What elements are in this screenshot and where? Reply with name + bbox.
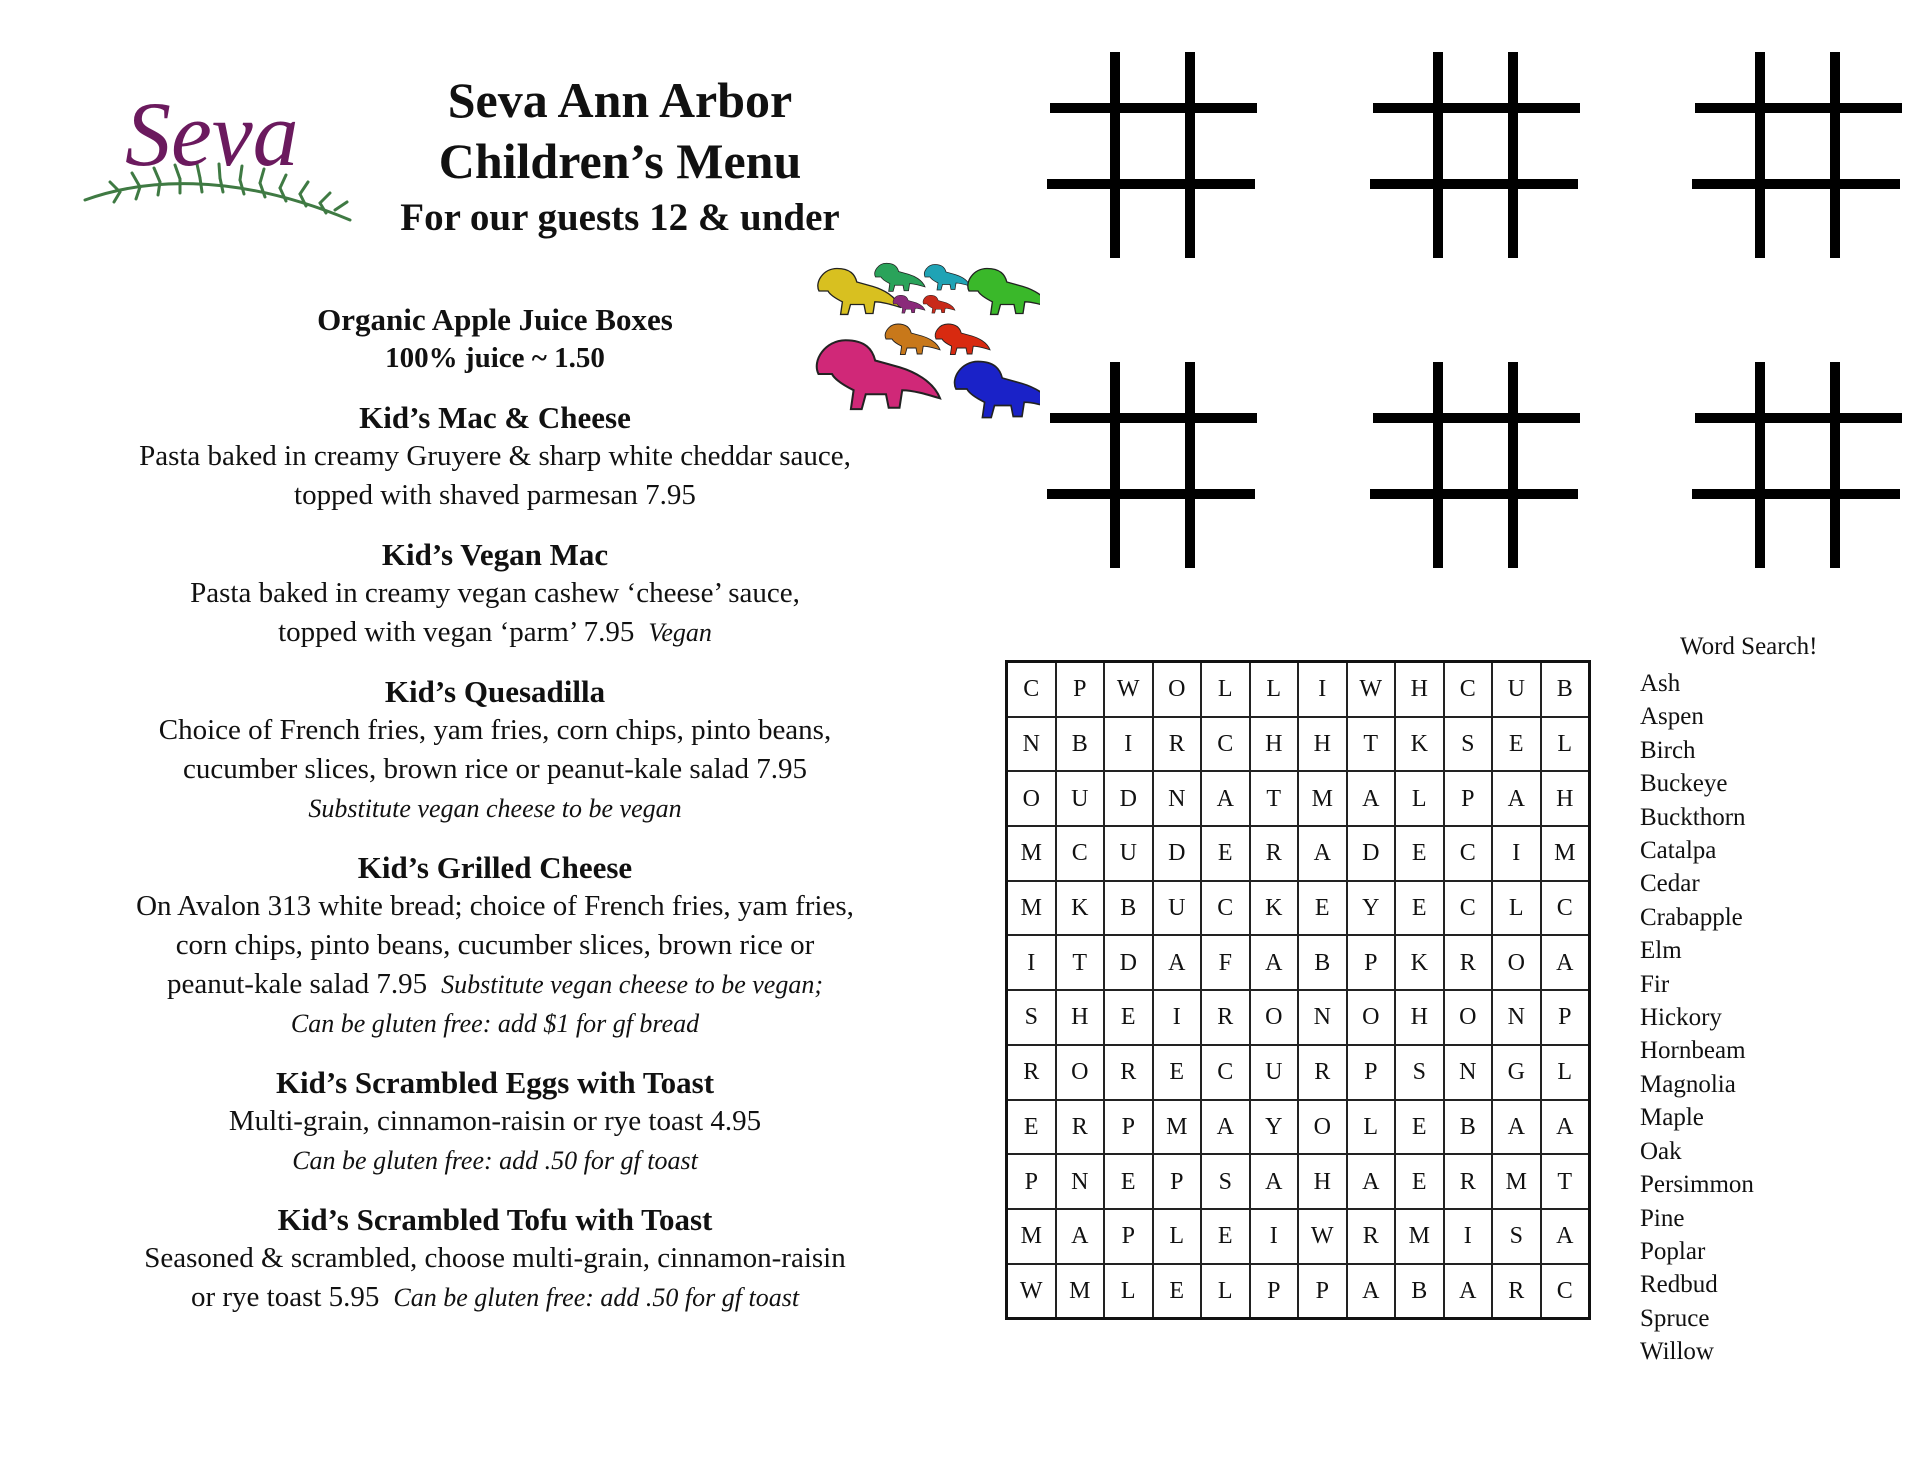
word-search-title: Word Search! (1680, 633, 1818, 660)
menu-item-description (95, 1278, 895, 1317)
grid-letter: A (1201, 1100, 1250, 1155)
word-list-item: Magnolia (1640, 1070, 1736, 1098)
menu-item-text: or rye toast 5.95 (190, 1281, 380, 1313)
grid-letter: D (1104, 771, 1153, 826)
grid-letter: T (1347, 717, 1396, 772)
grid-letter: B (1395, 1264, 1444, 1319)
grid-letter: C (1201, 881, 1250, 936)
menu-item-description (95, 750, 895, 789)
word-search-grid (1005, 660, 1591, 1320)
dinosaur-icon (955, 362, 1040, 418)
word-list-item: Aspen (1640, 703, 1704, 731)
grid-row (1007, 1045, 1590, 1100)
menu-item-note: Vegan (648, 618, 712, 647)
word-list-item: Maple (1640, 1104, 1704, 1132)
grid-letter: O (1153, 662, 1202, 717)
menu-item-description (95, 339, 895, 378)
grid-letter: I (1492, 826, 1541, 881)
grid-letter: R (1007, 1045, 1056, 1100)
grid-letter: M (1007, 881, 1056, 936)
dinosaur-icon (924, 265, 970, 291)
grid-letter: C (1444, 826, 1493, 881)
grid-letter: O (1347, 990, 1396, 1045)
menu-item-note: Substitute vegan cheese to be vegan (308, 794, 682, 823)
grid-letter: A (1347, 771, 1396, 826)
grid-letter: U (1250, 1045, 1299, 1100)
grid-row (1007, 1154, 1590, 1209)
grid-letter: C (1007, 662, 1056, 717)
grid-letter: T (1056, 935, 1105, 990)
grid-letter: E (1201, 826, 1250, 881)
grid-letter: P (1056, 662, 1105, 717)
grid-row (1007, 771, 1590, 826)
grid-letter: A (1298, 826, 1347, 881)
tic-tac-toe-board (1690, 360, 1905, 575)
menu-item-text: Multi-grain, cinnamon-raisin or rye toast 4.95 (228, 1105, 762, 1137)
dinosaur-icon (968, 269, 1040, 315)
grid-letter: G (1492, 1045, 1541, 1100)
grid-letter: N (1056, 1154, 1105, 1209)
menu-subtitle: For our guests 12 & under (400, 196, 840, 239)
menu-header (370, 70, 870, 244)
grid-letter: A (1250, 935, 1299, 990)
word-list-item: Persimmon (1640, 1171, 1754, 1199)
grid-letter: P (1298, 1264, 1347, 1319)
grid-letter: W (1298, 1209, 1347, 1264)
grid-letter: O (1250, 990, 1299, 1045)
grid-letter: C (1201, 717, 1250, 772)
seva-logo (80, 70, 355, 245)
grid-letter: H (1395, 662, 1444, 717)
grid-letter: A (1541, 935, 1590, 990)
grid-letter: R (1153, 717, 1202, 772)
grid-letter: U (1104, 826, 1153, 881)
menu-item-text: 100% juice ~ 1.50 (385, 342, 605, 374)
word-list-item: Crabapple (1640, 903, 1743, 931)
grid-letter: M (1153, 1100, 1202, 1155)
grid-letter: M (1492, 1154, 1541, 1209)
grid-letter: H (1056, 990, 1105, 1045)
grid-letter: B (1104, 881, 1153, 936)
grid-letter: L (1347, 1100, 1396, 1155)
grid-letter: A (1541, 1100, 1590, 1155)
menu-item-description (95, 1141, 895, 1180)
grid-letter: P (1444, 771, 1493, 826)
grid-letter: I (1444, 1209, 1493, 1264)
grid-letter: F (1201, 935, 1250, 990)
grid-letter: A (1492, 1100, 1541, 1155)
word-list-item: Ash (1640, 670, 1681, 697)
grid-letter: Y (1250, 1100, 1299, 1155)
logo-text: Seva (125, 83, 299, 185)
grid-letter: C (1541, 881, 1590, 936)
grid-letter: M (1056, 1264, 1105, 1319)
menu-item-description (95, 613, 895, 652)
menu-item-description (95, 711, 895, 750)
grid-letter: E (1492, 717, 1541, 772)
grid-letter: H (1298, 717, 1347, 772)
grid-letter: Y (1347, 881, 1396, 936)
grid-letter: E (1395, 826, 1444, 881)
dinosaur-icon (935, 324, 990, 355)
word-list-item: Hornbeam (1640, 1037, 1746, 1065)
grid-letter: W (1007, 1264, 1056, 1319)
menu-item (95, 398, 895, 515)
grid-letter: B (1444, 1100, 1493, 1155)
grid-letter: M (1541, 826, 1590, 881)
grid-letter: R (1056, 1100, 1105, 1155)
menu-item-description (95, 476, 895, 515)
restaurant-name: Seva Ann Arbor (447, 72, 793, 128)
grid-letter: L (1201, 662, 1250, 717)
grid-letter: M (1007, 826, 1056, 881)
dinosaur-icon (875, 263, 925, 291)
word-list-item: Catalpa (1640, 837, 1717, 865)
grid-letter: W (1104, 662, 1153, 717)
grid-letter: B (1541, 662, 1590, 717)
grid-letter: O (1492, 935, 1541, 990)
word-list-item: Redbud (1640, 1271, 1718, 1299)
menu-item-description (95, 437, 895, 476)
grid-letter: E (1298, 881, 1347, 936)
menu-item-note: Can be gluten free: add .50 for gf toast (292, 1146, 698, 1175)
grid-letter: P (1007, 1154, 1056, 1209)
grid-letter: I (1007, 935, 1056, 990)
menu-item-name: Kid’s Mac & Cheese (359, 400, 631, 435)
grid-letter: O (1056, 1045, 1105, 1100)
tic-tac-toe-board (1368, 360, 1583, 575)
menu-title: Children’s Menu (438, 133, 802, 189)
grid-letter: D (1153, 826, 1202, 881)
word-list-item: Poplar (1640, 1237, 1706, 1265)
grid-row (1007, 881, 1590, 936)
grid-letter: L (1541, 1045, 1590, 1100)
grid-row (1007, 717, 1590, 772)
menu-item-text: Choice of French fries, yam fries, corn chips, pinto beans, (158, 714, 832, 746)
grid-letter: E (1201, 1209, 1250, 1264)
grid-row (1007, 662, 1590, 717)
grid-letter: M (1007, 1209, 1056, 1264)
grid-letter: A (1444, 1264, 1493, 1319)
grid-letter: A (1541, 1209, 1590, 1264)
grid-letter: C (1444, 662, 1493, 717)
grid-letter: C (1444, 881, 1493, 936)
menu-item-text: Pasta baked in creamy vegan cashew ‘cheese’ sauce, (190, 577, 800, 609)
grid-letter: M (1395, 1209, 1444, 1264)
grid-letter: R (1201, 990, 1250, 1045)
word-list-item: Buckthorn (1640, 803, 1746, 831)
grid-letter: N (1153, 771, 1202, 826)
grid-letter: H (1250, 717, 1299, 772)
word-list-item: Birch (1640, 736, 1696, 764)
grid-letter: S (1492, 1209, 1541, 1264)
grid-letter: R (1250, 826, 1299, 881)
word-list-item: Elm (1640, 937, 1682, 965)
grid-letter: E (1153, 1264, 1202, 1319)
grid-letter: N (1007, 717, 1056, 772)
grid-letter: K (1395, 935, 1444, 990)
grid-letter: S (1395, 1045, 1444, 1100)
menu-item-text: cucumber slices, brown rice or peanut-kale salad 7.95 (182, 753, 808, 785)
grid-letter: C (1201, 1045, 1250, 1100)
word-list-item: Fir (1640, 970, 1670, 998)
menu-item (95, 1063, 895, 1180)
grid-letter: E (1395, 881, 1444, 936)
grid-letter: O (1298, 1100, 1347, 1155)
word-list-item: Spruce (1640, 1304, 1710, 1332)
menu-item-name: Kid’s Quesadilla (384, 674, 606, 709)
grid-letter: L (1541, 717, 1590, 772)
grid-letter: E (1007, 1100, 1056, 1155)
dinosaur-icon (893, 295, 925, 313)
menu-item (95, 300, 895, 378)
grid-letter: T (1541, 1154, 1590, 1209)
grid-letter: U (1056, 771, 1105, 826)
grid-letter: R (1347, 1209, 1396, 1264)
grid-letter: P (1347, 1045, 1396, 1100)
grid-letter: A (1153, 935, 1202, 990)
grid-letter: P (1104, 1209, 1153, 1264)
grid-letter: H (1298, 1154, 1347, 1209)
menu-item-description (95, 1102, 895, 1141)
grid-letter: L (1395, 771, 1444, 826)
grid-letter: S (1007, 990, 1056, 1045)
grid-letter: C (1056, 826, 1105, 881)
word-list-item: Hickory (1640, 1004, 1722, 1032)
menu-item (95, 1200, 895, 1317)
word-list-item: Oak (1640, 1137, 1682, 1165)
grid-row (1007, 826, 1590, 881)
seva-logo-graphic (80, 70, 355, 245)
grid-letter: A (1056, 1209, 1105, 1264)
grid-letter: U (1492, 662, 1541, 717)
grid-letter: P (1250, 1264, 1299, 1319)
grid-letter: D (1347, 826, 1396, 881)
grid-letter: L (1492, 881, 1541, 936)
grid-letter: L (1250, 662, 1299, 717)
grid-letter: I (1298, 662, 1347, 717)
tic-tac-toe-board (1690, 50, 1905, 265)
menu-item-description (95, 1239, 895, 1278)
menu-item-name: Kid’s Scrambled Tofu with Toast (277, 1202, 713, 1237)
grid-letter: I (1250, 1209, 1299, 1264)
menu-item-note: Can be gluten free: add .50 for gf toast (393, 1283, 800, 1312)
menu-item-text: corn chips, pinto beans, cucumber slices, brown rice or (175, 929, 815, 961)
grid-letter: L (1153, 1209, 1202, 1264)
grid-letter: E (1153, 1045, 1202, 1100)
menu-item-name: Organic Apple Juice Boxes (317, 302, 673, 337)
grid-letter: R (1444, 1154, 1493, 1209)
grid-letter: K (1250, 881, 1299, 936)
menu-item-note: Substitute vegan cheese to be vegan; (441, 970, 823, 999)
menu-item-description (95, 887, 895, 926)
grid-letter: L (1104, 1264, 1153, 1319)
grid-letter: H (1395, 990, 1444, 1045)
grid-letter: E (1104, 990, 1153, 1045)
grid-letter: C (1541, 1264, 1590, 1319)
menu-item (95, 848, 895, 1043)
menu-item-text: topped with shaved parmesan 7.95 (294, 479, 696, 511)
menu-item-description (95, 965, 895, 1004)
grid-letter: N (1298, 990, 1347, 1045)
grid-letter: U (1153, 881, 1202, 936)
grid-letter: T (1250, 771, 1299, 826)
grid-letter: R (1104, 1045, 1153, 1100)
grid-letter: P (1347, 935, 1396, 990)
tic-tac-toe-board (1045, 50, 1260, 265)
grid-row (1007, 1100, 1590, 1155)
grid-letter: D (1104, 935, 1153, 990)
grid-letter: R (1444, 935, 1493, 990)
grid-letter: E (1104, 1154, 1153, 1209)
grid-letter: S (1201, 1154, 1250, 1209)
grid-letter: L (1201, 1264, 1250, 1319)
menu-item-description (95, 1004, 895, 1043)
menu-item (95, 535, 895, 652)
menu-item-text: Pasta baked in creamy Gruyere & sharp white cheddar sauce, (139, 440, 851, 472)
grid-letter: A (1250, 1154, 1299, 1209)
menu-item-description (95, 926, 895, 965)
dinosaur-icon (923, 295, 955, 313)
grid-letter: O (1444, 990, 1493, 1045)
grid-letter: K (1056, 881, 1105, 936)
grid-letter: A (1347, 1154, 1396, 1209)
menu-item-text: peanut-kale salad 7.95 (166, 968, 428, 1000)
grid-letter: P (1541, 990, 1590, 1045)
menu-item-note: Can be gluten free: add $1 for gf bread (290, 1009, 700, 1038)
menu-item-text: On Avalon 313 white bread; choice of French fries, yam fries, (136, 890, 854, 922)
menu-item-text: topped with vegan ‘parm’ 7.95 (278, 616, 635, 648)
grid-letter: R (1492, 1264, 1541, 1319)
grid-letter: M (1298, 771, 1347, 826)
grid-letter: N (1444, 1045, 1493, 1100)
grid-letter: W (1347, 662, 1396, 717)
grid-letter: A (1201, 771, 1250, 826)
grid-row (1007, 1209, 1590, 1264)
grid-letter: E (1395, 1154, 1444, 1209)
menu-item (95, 672, 895, 828)
grid-row (1007, 935, 1590, 990)
word-list-item: Buckeye (1640, 770, 1728, 798)
word-list-item: Willow (1640, 1338, 1714, 1366)
menu-item-description (95, 789, 895, 828)
grid-letter: A (1347, 1264, 1396, 1319)
grid-letter: E (1395, 1100, 1444, 1155)
grid-letter: S (1444, 717, 1493, 772)
tic-tac-toe-board (1045, 360, 1260, 575)
word-list-item: Pine (1640, 1204, 1685, 1232)
grid-letter: P (1104, 1100, 1153, 1155)
word-list-item: Cedar (1640, 870, 1700, 898)
grid-letter: B (1298, 935, 1347, 990)
grid-row (1007, 990, 1590, 1045)
menu-item-description (95, 574, 895, 613)
grid-letter: A (1492, 771, 1541, 826)
grid-row (1007, 1264, 1590, 1319)
menu-item-name: Kid’s Grilled Cheese (357, 850, 633, 885)
grid-letter: K (1395, 717, 1444, 772)
menu-item-name: Kid’s Scrambled Eggs with Toast (275, 1065, 715, 1100)
grid-letter: H (1541, 771, 1590, 826)
grid-letter: I (1104, 717, 1153, 772)
grid-letter: R (1298, 1045, 1347, 1100)
grid-letter: O (1007, 771, 1056, 826)
grid-letter: I (1153, 990, 1202, 1045)
grid-letter: N (1492, 990, 1541, 1045)
grid-letter: B (1056, 717, 1105, 772)
word-list (1640, 667, 1754, 1369)
menu-item-name: Kid’s Vegan Mac (381, 537, 609, 572)
tic-tac-toe-board (1368, 50, 1583, 265)
menu-item-text: Seasoned & scrambled, choose multi-grain, cinnamon-raisin (144, 1242, 846, 1274)
grid-letter: P (1153, 1154, 1202, 1209)
menu-items (95, 300, 895, 1337)
